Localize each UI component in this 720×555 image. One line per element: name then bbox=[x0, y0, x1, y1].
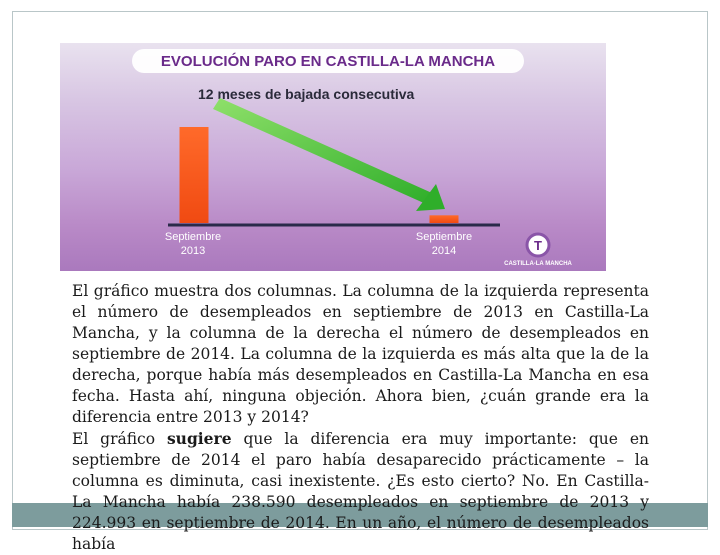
chart-image bbox=[60, 43, 606, 271]
x-label-left-line1: Septiembre bbox=[164, 231, 222, 243]
paragraph-2-start: El gráfico bbox=[72, 430, 167, 448]
x-label-right-line1: Septiembre bbox=[415, 231, 473, 243]
logo-text: CASTILLA-LA MANCHA bbox=[504, 261, 572, 267]
chart-svg bbox=[60, 43, 606, 271]
x-label-left-line2: 2013 bbox=[180, 245, 206, 257]
paragraph-2-rest: que la diferencia era muy importante: que en septiembre de 2014 el paro había desaparecido prácticamente – la columna es diminuta, casi inexistente. ¿Es esto cierto? No. En Castilla-La Mancha había 238.590 desempleados en septiembre de 2013 y 224.993 en septiembre de 2014. En un año, el número de desempleados había bbox=[72, 430, 649, 553]
chart-title: EVOLUCIÓN PARO EN CASTILLA-LA MANCHA bbox=[160, 53, 496, 70]
paragraph-2 bbox=[72, 428, 649, 555]
bar-september-2013 bbox=[180, 127, 209, 223]
paragraph-2-emphasis: sugiere bbox=[166, 429, 232, 448]
paragraph-1: El gráfico muestra dos columnas. La columna de la izquierda representa el número de desempleados en septiembre de 2013 en Castilla-La Mancha, y la columna de la derecha el número de desempleados en septiembre de 2014. La columna de la izquierda es más alta que la de la derecha, porque había más desempleados en Castilla-La Mancha en esa fecha. Hasta ahí, ninguna objeción. Ahora bien, ¿cuán grande era la diferencia entre 2013 y 2014? bbox=[72, 282, 649, 426]
bar-september-2014 bbox=[430, 215, 459, 223]
downward-arrow bbox=[213, 98, 445, 211]
logo-letter: T bbox=[534, 238, 542, 253]
channel-logo bbox=[504, 234, 572, 267]
chart-subtitle: 12 meses de bajada consecutiva bbox=[198, 86, 415, 102]
x-label-right-line2: 2014 bbox=[431, 245, 457, 257]
slide-body-text bbox=[72, 281, 649, 555]
